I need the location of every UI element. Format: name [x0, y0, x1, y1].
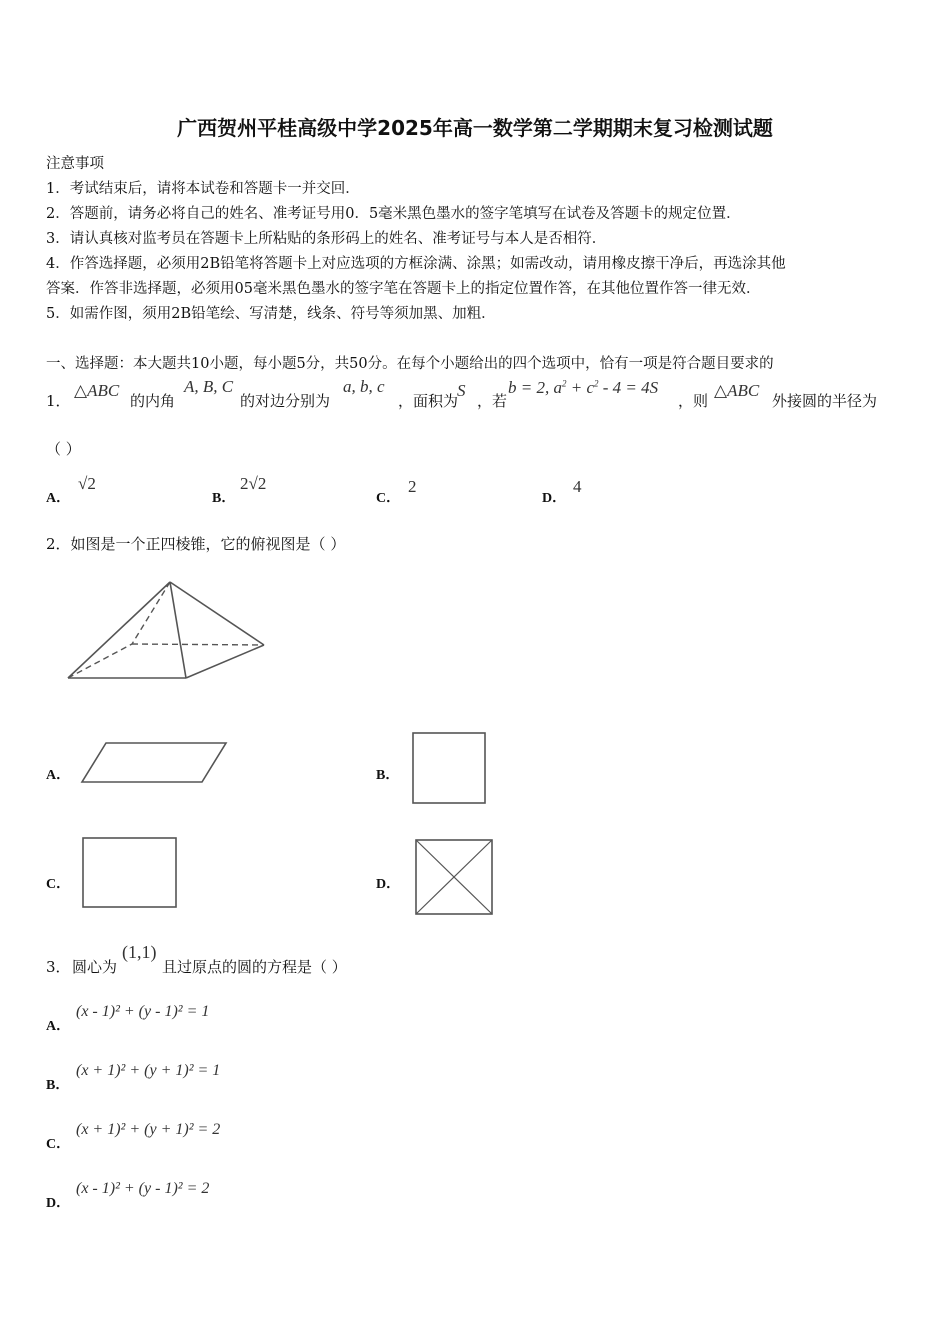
- notice-item: 答案．作答非选择题，必须用05毫米黑色墨水的签字笔在答题卡上的指定位置作答，在其他位置作答一律无效．: [46, 281, 761, 297]
- q3-option-a-value: (x - 1)² + (y - 1)² = 1: [76, 1003, 210, 1020]
- q3-option-b-label: B．: [46, 1078, 70, 1093]
- q1-triangle: △ABC: [74, 381, 120, 400]
- q3-option-b-value: (x + 1)² + (y + 1)² = 1: [76, 1062, 221, 1079]
- q1-option-c-label: C．: [376, 491, 401, 506]
- q3-center: (1,1): [122, 942, 157, 962]
- q1-option-c-value: 2: [408, 477, 417, 496]
- q2-option-d-square-diagonals: [414, 838, 496, 918]
- q1-option-d-label: D．: [542, 491, 567, 506]
- q1-sides: a, b, c: [343, 377, 385, 396]
- notice-item: 3．请认真核对监考员在答题卡上所粘贴的条形码上的姓名、准考证号与本人是否相符．: [46, 231, 607, 247]
- notice-item: 1．考试结束后，请将本试卷和答题卡一并交回．: [46, 181, 360, 197]
- notice-item: 4．作答选择题，必须用2B铅笔将答题卡上对应选项的方框涂满、涂黑；如需改动，请用橡皮擦干净后，再选涂其他: [46, 256, 786, 272]
- q1-text: ，若: [477, 392, 508, 410]
- notice-item: 2．答题前，请务必将自己的姓名、准考证号用0．5毫米黑色墨水的签字笔填写在试卷及答题卡的规定位置．: [46, 206, 741, 222]
- q2-option-d-label: D．: [376, 877, 401, 892]
- q2-option-c-label: C．: [46, 877, 71, 892]
- q3-number: 3．: [46, 958, 71, 976]
- q3-option-a-label: A．: [46, 1019, 71, 1034]
- q3-option-d-value: (x - 1)² + (y - 1)² = 2: [76, 1180, 210, 1197]
- q2-option-b-square: [411, 731, 489, 807]
- q1-number: 1．: [46, 392, 71, 410]
- pyramid-figure: [60, 575, 270, 685]
- q1-option-d-value: 4: [573, 477, 582, 496]
- q3-text: 圆心为: [72, 958, 118, 976]
- notice-item: 5．如需作图，须用2B铅笔绘、写清楚，线条、符号等须加黑、加粗．: [46, 306, 496, 322]
- q3-option-d-label: D．: [46, 1196, 71, 1211]
- q1-text: ，则: [678, 392, 709, 410]
- q1-condition: b = 2, $a^2 + c^2 - 4 = 4S$: [508, 378, 659, 397]
- q2-text: 2．如图是一个正四棱锥，它的俯视图是（ ）: [46, 535, 346, 553]
- q3-text: 且过原点的圆的方程是（ ）: [162, 958, 347, 976]
- q1-text: 的对边分别为: [240, 392, 331, 410]
- q3-option-c-label: C．: [46, 1137, 71, 1152]
- notice-heading: 注意事项: [46, 156, 104, 172]
- q1-option-a-label: A．: [46, 491, 71, 506]
- q2-option-c-rectangle: [81, 836, 179, 910]
- q1-angles: A, B, C: [184, 377, 234, 396]
- q1-option-b-label: B．: [212, 491, 236, 506]
- q2-option-b-label: B．: [376, 768, 400, 783]
- q1-triangle: △ABC: [714, 381, 760, 400]
- q2-option-a-parallelogram: [80, 740, 230, 786]
- q1-answer-paren: （ ）: [46, 440, 81, 458]
- page-title: 广西贺州平桂高级中学2025年高一数学第二学期期末复习检测试题: [177, 116, 773, 140]
- q2-option-a-label: A．: [46, 768, 71, 783]
- q1-text: 的内角: [130, 392, 176, 410]
- q1-option-a-value: √2: [78, 474, 96, 493]
- q1-text: 外接圆的半径为: [772, 392, 878, 410]
- q3-option-c-value: (x + 1)² + (y + 1)² = 2: [76, 1121, 221, 1138]
- q1-text: ，面积为: [398, 392, 459, 410]
- q1-option-b-value: 2√2: [240, 474, 267, 493]
- section-heading: 一、选择题：本大题共10小题，每小题5分，共50分。在每个小题给出的四个选项中，恰有一项是符合题目要求的: [46, 356, 774, 372]
- q1-area: S: [457, 381, 466, 400]
